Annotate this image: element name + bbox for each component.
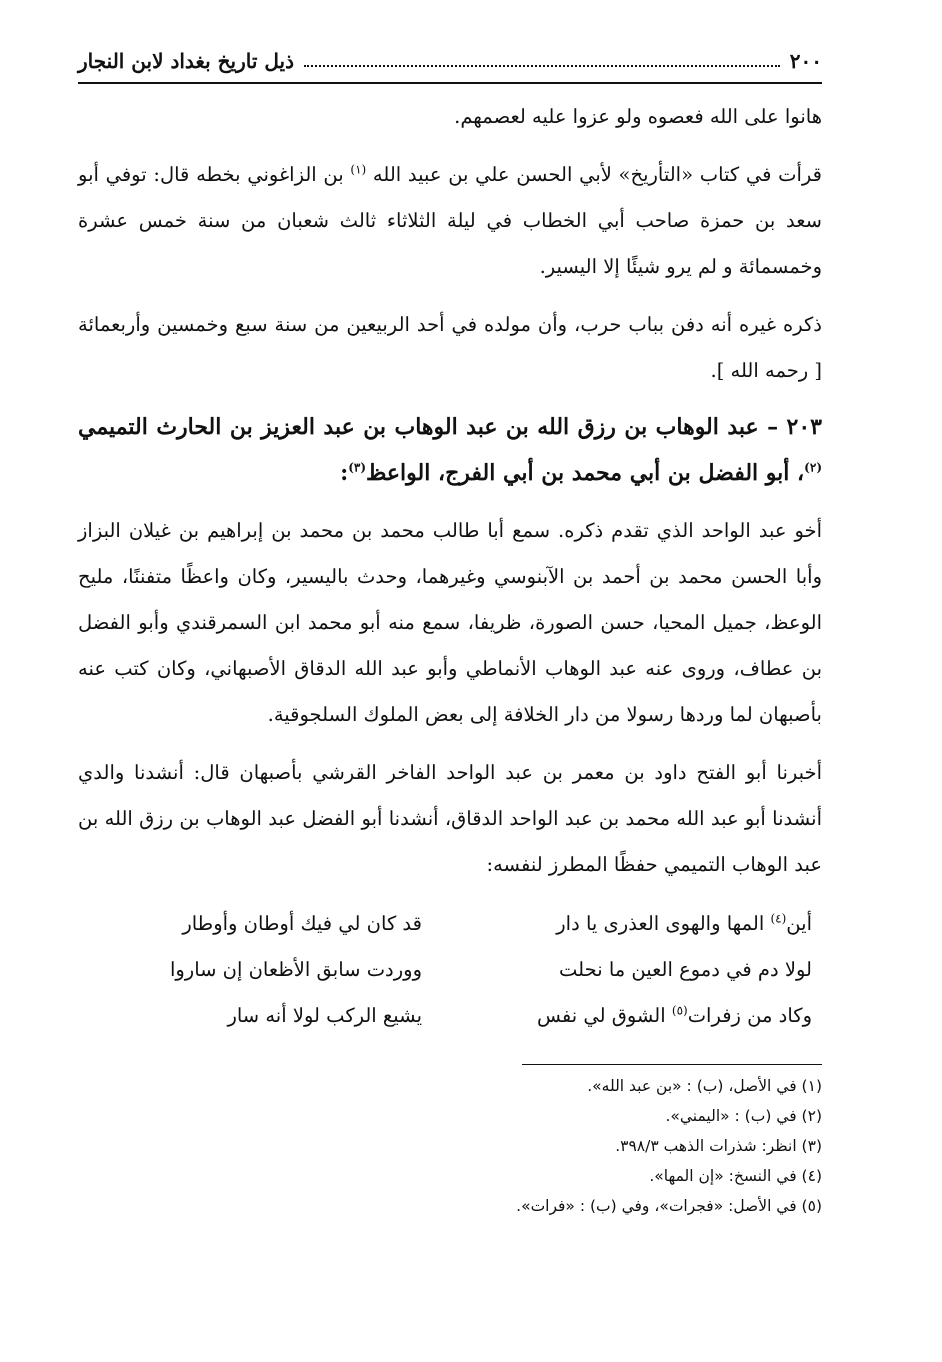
- footnote: (٢) في (ب) : «اليمني».: [665, 1107, 822, 1125]
- footnote: (٥) في الأصل: «فجرات»، وفي (ب) : «فرات».: [516, 1197, 822, 1215]
- footnote-ref-2: (٢): [804, 460, 822, 475]
- poem-second-hemistich: يشيع الركب لولا أنه سار: [227, 1003, 422, 1027]
- book-page: [78, 40, 822, 1221]
- entry-heading-text-a: ٢٠٣ – عبد الوهاب بن رزق الله بن عبد الوهاب بن عبد العزيز بن الحارث التميمي: [78, 414, 822, 440]
- poem-second-hemistich: ووردت سابق الأظعان إن ساروا: [169, 957, 422, 981]
- paragraph-2-text-a: قرأت في كتاب «التأريخ» لأبي الحسن علي بن عبيد الله: [372, 163, 822, 186]
- poem-verse: [78, 900, 822, 946]
- footnote: (١) في الأصل، (ب) : «بن عبد الله».: [587, 1077, 822, 1095]
- hemistich-text: أين: [786, 911, 812, 935]
- page-number: ٢٠٠: [789, 49, 822, 73]
- running-header: [78, 40, 822, 84]
- poem-first-hemistich: [472, 912, 822, 935]
- hemistich-text: وكاد من زفرات: [687, 1003, 812, 1027]
- poem: [78, 900, 822, 1038]
- poem-verse: [78, 992, 822, 1038]
- poem-first-hemistich: [472, 958, 822, 981]
- poem-first-hemistich: [472, 1004, 822, 1027]
- footnote: (٣) انظر: شذرات الذهب ٣٩٨/٣.: [615, 1137, 822, 1155]
- entry-heading: [78, 404, 822, 496]
- paragraph-5: أخبرنا أبو الفتح داود بن معمر بن عبد الواحد الفاخر القرشي بأصبهان قال: أنشدنا والدي أنشدنا أبو عبد الله محمد بن عبد الواحد الدقاق، أنشدنا أبو الفضل عبد الوهاب بن رزق الله بن عبد الوهاب التميمي حفظًا المطرز لنفسه:: [78, 761, 822, 876]
- footnotes: [78, 1071, 822, 1221]
- hemistich-text-rest: المها والهوى العذرى يا دار: [556, 911, 771, 935]
- poem-second-hemistich: قد كان لي فيك أوطان وأوطار: [182, 911, 422, 935]
- dotted-leader: [304, 55, 780, 67]
- footnote-ref-3: (٣): [348, 460, 367, 475]
- hemistich-text: لولا دم في دموع العين ما نحلت: [559, 957, 812, 981]
- paragraph-1: هانوا على الله فعصوه ولو عزوا عليه لعصمهم.: [454, 105, 822, 128]
- paragraph-2: [78, 152, 822, 290]
- footnote-separator: [522, 1064, 822, 1065]
- entry-heading-text-b: ، أبو الفضل بن أبي محمد بن أبي الفرج، الواعظ: [366, 460, 805, 486]
- footnote-ref-1: (١): [350, 162, 367, 177]
- poem-verse: [78, 946, 822, 992]
- paragraph-2-text-b: بن الزاغوني بخطه قال: توفي أبو سعد بن حمزة صاحب أبي الخطاب في ليلة الثلاثاء ثالث شعبان من سنة خمس عشرة وخمسمائة و لم يرو شيئًا إلا اليسير.: [78, 163, 822, 278]
- paragraph-3: ذكره غيره أنه دفن بباب حرب، وأن مولده في أحد الربيعين من سنة سبع وخمسين وأربعمائة [ رحمه الله ].: [78, 313, 822, 382]
- footnote-ref-5: (٥): [671, 1003, 688, 1017]
- hemistich-text-rest: الشوق لي نفس: [536, 1003, 672, 1027]
- footnote-ref-4: (٤): [770, 911, 787, 925]
- running-title: ذيل تاريخ بغداد لابن النجار: [78, 49, 294, 73]
- entry-heading-text-c: :: [340, 460, 349, 486]
- footnote: (٤) في النسخ: «إن المها».: [649, 1167, 822, 1185]
- paragraph-4: أخو عبد الواحد الذي تقدم ذكره. سمع أبا طالب محمد بن محمد بن إبراهيم بن غيلان البزاز وأبا الحسن محمد بن أحمد بن الآبنوسي وغيرهما، وحدث باليسير، وكان واعظًا متفننًا، مليح الوعظ، جميل المحيا، حسن الصورة، ظريفا، سمع منه أبو محمد ابن السمرقندي وأبو الفضل بن عطاف، وروى عنه عبد الوهاب الأنماطي وأبو عبد الله الدقاق الأصبهاني، وكان كتب عنه بأصبهان لما وردها رسولا من دار الخلافة إلى بعض الملوك السلجوقية.: [78, 519, 822, 726]
